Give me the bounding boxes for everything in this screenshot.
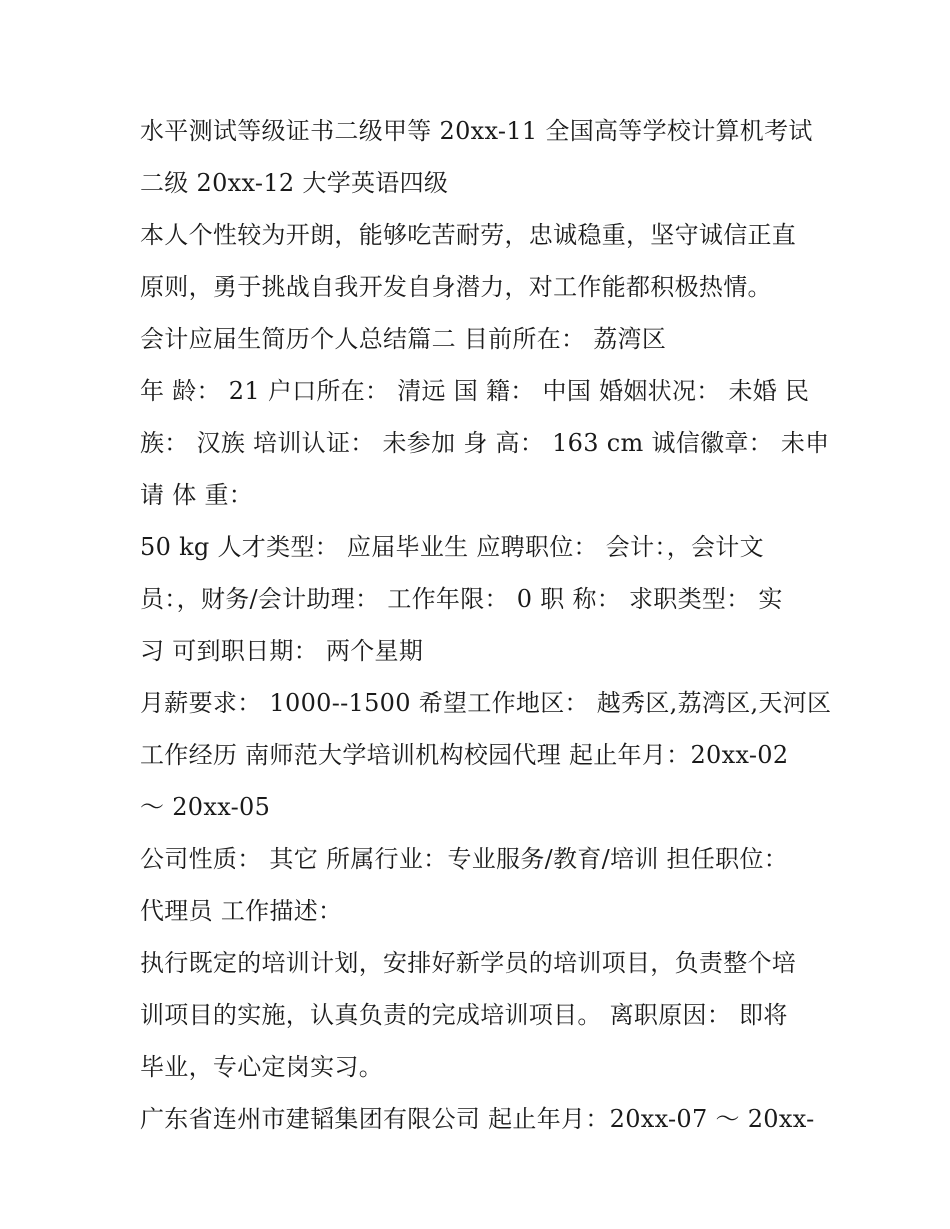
- text-line: 工作经历 南师范大学培训机构校园代理 起止年月：20xx-02: [140, 741, 789, 769]
- text-line: 毕业，专心定岗实习。: [140, 1053, 383, 1081]
- text-line: 原则，勇于挑战自我开发自身潜力，对工作能都积极热情。: [140, 273, 772, 301]
- text-line: 广东省连州市建韬集团有限公司 起止年月：20xx-07 ～ 20xx-: [140, 1105, 815, 1133]
- text-line: 会计应届生简历个人总结篇二 目前所在： 荔湾区: [140, 325, 667, 353]
- text-line: 代理员 工作描述：: [140, 897, 343, 925]
- text-line: 本人个性较为开朗，能够吃苦耐劳，忠诚稳重，坚守诚信正直: [140, 221, 797, 249]
- text-line: 员：，财务/会计助理： 工作年限： 0 职 称： 求职类型： 实: [140, 585, 783, 613]
- document-body: [140, 105, 832, 1145]
- text-line: 训项目的实施，认真负责的完成培训项目。 离职原因： 即将: [140, 1001, 788, 1029]
- text-line: 月薪要求： 1000--1500 希望工作地区： 越秀区,荔湾区,天河区: [140, 689, 832, 717]
- text-line: 年 龄： 21 户口所在： 清远 国 籍： 中国 婚姻状况： 未婚 民: [140, 377, 810, 405]
- text-line: 执行既定的培训计划，安排好新学员的培训项目，负责整个培: [140, 949, 797, 977]
- text-line: 请 体 重：: [140, 481, 254, 509]
- text-block: [140, 105, 832, 1145]
- text-line: 水平测试等级证书二级甲等 20xx-11 全国高等学校计算机考试: [140, 117, 813, 145]
- text-line: ～ 20xx-05: [140, 793, 271, 821]
- text-line: 族： 汉族 培训认证： 未参加 身 高： 163 cm 诚信徽章： 未申: [140, 429, 830, 457]
- text-line: 公司性质： 其它 所属行业：专业服务/教育/培训 担任职位：: [140, 845, 789, 873]
- text-line: 二级 20xx-12 大学英语四级: [140, 169, 449, 197]
- text-line: 习 可到职日期： 两个星期: [140, 637, 424, 665]
- text-line: 50 kg 人才类型： 应届毕业生 应聘职位： 会计：，会计文: [140, 533, 764, 561]
